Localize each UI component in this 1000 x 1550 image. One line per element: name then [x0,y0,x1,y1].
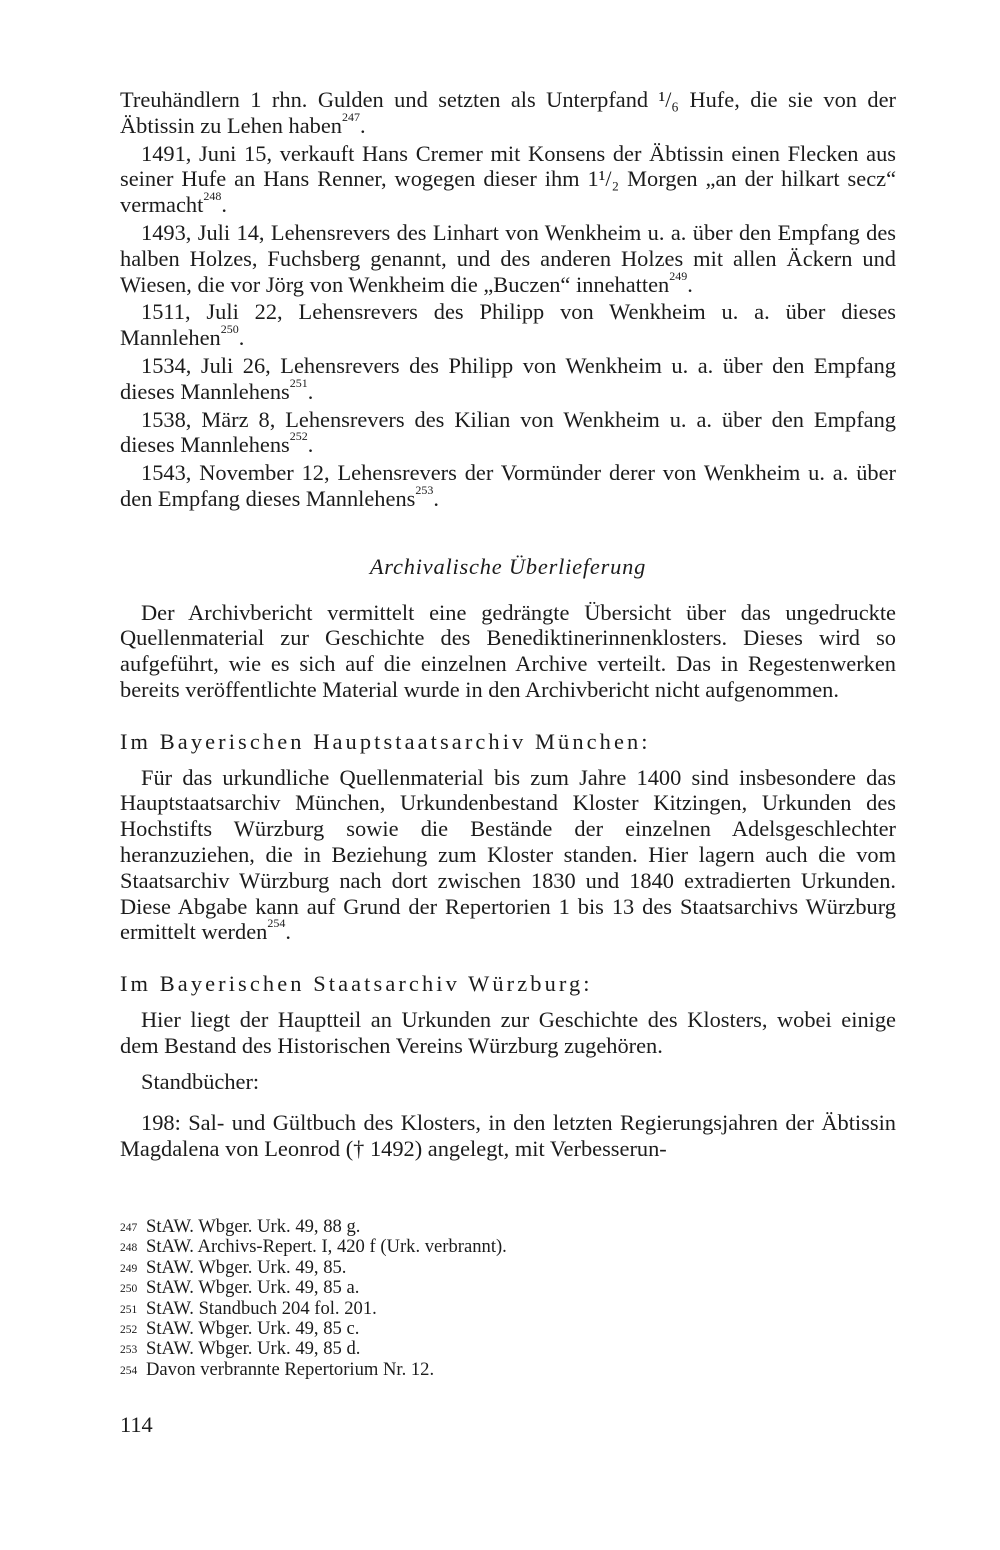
paragraph-3 [120,220,896,297]
footnote-number: 249 [120,1262,138,1275]
footnote-number: 253 [120,1344,138,1357]
footnote-text: StAW. Wbger. Urk. 49, 85 c. [146,1318,360,1340]
footnote-ref[interactable]: 254 [267,916,286,931]
footnote [120,1360,880,1380]
text-run: . [433,485,439,511]
text-run: 1493, Juli 14, Lehensrevers des Linhart von Wenkheim u. a. über den Empfang des halben Holzes, Fuchsberg genannt, und des anderen Holzes mit allen Äckern und Wiesen, die vor Jörg von Wenkheim die „Buczen“ innehatten [120,219,896,297]
text-run: . [359,112,366,138]
section-title: Archivalische Überlieferung [369,553,647,579]
footnote-number: 250 [120,1283,138,1296]
munich-paragraph [120,765,896,946]
footnote-text: StAW. Wbger. Urk. 49, 88 g. [146,1216,361,1237]
text-run: 1491, Juni 15, verkauft Hans Cremer mit Konsens der Äbtissin einen Flecken aus seiner Hufe an Hans Renner, wogegen dieser ihm 1 [120,140,896,192]
text-run: Für das urkundliche Quellenmaterial bis zum Jahre 1400 sind insbesondere das Hauptstaatsarchiv München, Urkundenbestand Kloster Kitzingen, Urkunden des Hochstifts Würzburg sowie die Bestände der einzelnen Adelsgeschlechter heranzuziehen, die in Beziehung zum Kloster standen. Hier lagern auch die vom Staatsarchiv Würzburg nach dort zwischen 1830 und 1840 extradierten Urkunden. Diese Abgabe kann auf Grund der Repertorien 1 bis 13 des Staatsarchivs Würzburg ermittelt werden [120,764,896,945]
page-number: 114 [120,1412,153,1437]
footnote-ref[interactable]: 249 [669,268,688,283]
footnote [120,1299,880,1319]
entry-198: 198: Sal- und Gültbuch des Klosters, in den letzten Regierungsjahren der Äbtissin Magdalena von Leonrod († 1492) angelegt, mit Verbesserun- [120,1110,896,1162]
fraction: ¹/₆ [658,87,679,112]
archive-heading-wuerzburg: Im Bayerischen Staatsarchiv Würzburg: [120,971,593,997]
footnote-number: 251 [120,1303,138,1316]
footnote [120,1258,880,1278]
text-run: 1534, Juli 26, Lehensrevers des Philipp von Wenkheim u. a. über den Empfang dieses Mannlehens [120,352,896,404]
footnote-ref[interactable]: 251 [289,375,308,390]
text-run: . [307,432,314,458]
footnote-text: StAW. Wbger. Urk. 49, 85. [146,1256,347,1278]
footnote-text: Davon verbrannte Repertorium Nr. 12. [146,1358,435,1380]
paragraph-7 [120,460,896,512]
body-text [120,87,896,1162]
footnote-ref[interactable]: 247 [341,109,360,124]
paragraph-6 [120,407,896,459]
footnote-number: 247 [120,1222,138,1234]
paragraph-4 [120,299,896,351]
intro-paragraph: Der Archivbericht vermittelt eine gedrängte Übersicht über das ungedruckte Quellenmaterial zur Geschichte des Benediktinerinnenklosters. Dieses wird so aufgeführt, wie es sich auf die einzelnen Archive verteilt. Das in Regestenwerken bereits veröffentlichte Material wurde in den Archivbericht nicht aufgenommen. [120,599,896,702]
footnote-text: StAW. Standbuch 204 fol. 201. [146,1297,377,1319]
wuerzburg-paragraph: Hier liegt der Hauptteil an Urkunden zur Geschichte des Klosters, wobei einige dem Bestand des Historischen Vereins Würzburg zugehören. [120,1006,896,1058]
footnote-ref[interactable]: 248 [203,189,222,204]
text-run: 1538, März 8, Lehensrevers des Kilian von Wenkheim u. a. über den Empfang dieses Mannlehens [120,406,896,458]
footnote [120,1339,880,1359]
footnote-text: StAW. Wbger. Urk. 49, 85 a. [146,1277,360,1299]
archive-heading-munich: Im Bayerischen Hauptstaatsarchiv München: [120,728,651,754]
fraction: ¹/₂ [598,166,620,192]
footnote-number: 252 [120,1324,138,1337]
footnotes [120,1217,880,1380]
text-run: . [307,378,314,404]
text-run: . [285,919,291,945]
paragraph-2 [120,141,896,218]
footnote-text: StAW. Wbger. Urk. 49, 85 d. [146,1338,361,1360]
text-run: Morgen „an der hilkart secz“ vermacht [120,166,897,218]
footnote-ref[interactable]: 253 [415,482,434,497]
text-run: . [221,192,227,218]
text-run: Treuhändlern 1 rhn. Gulden und setzten als Unterpfand [120,87,659,112]
paragraph-5 [120,353,896,405]
text-run: . [687,271,693,297]
standbuecher-label: Standbücher: [141,1068,260,1094]
footnote-number: 248 [120,1242,138,1255]
footnote-text: StAW. Archivs-Repert. I, 420 f (Urk. verbrannt). [146,1236,507,1258]
paragraph-1 [120,87,896,139]
text-run: 1511, Juli 22, Lehensrevers des Philipp von Wenkheim u. a. über dieses Mannlehen [120,299,896,351]
footnote-ref[interactable]: 252 [289,429,308,444]
text-run: Hufe, die sie von der Äbtissin zu Lehen haben [120,87,897,138]
text-run: . [238,325,245,351]
text-run: 1543, November 12, Lehensrevers der Vormünder derer von Wenkheim u. a. über den Empfang dieses Mannlehens [120,460,896,511]
footnote [120,1319,880,1339]
footnote [120,1237,880,1257]
footnote-number: 254 [120,1364,138,1377]
footnote-ref[interactable]: 250 [220,322,239,337]
footnote [120,1217,880,1237]
footnote [120,1278,880,1298]
